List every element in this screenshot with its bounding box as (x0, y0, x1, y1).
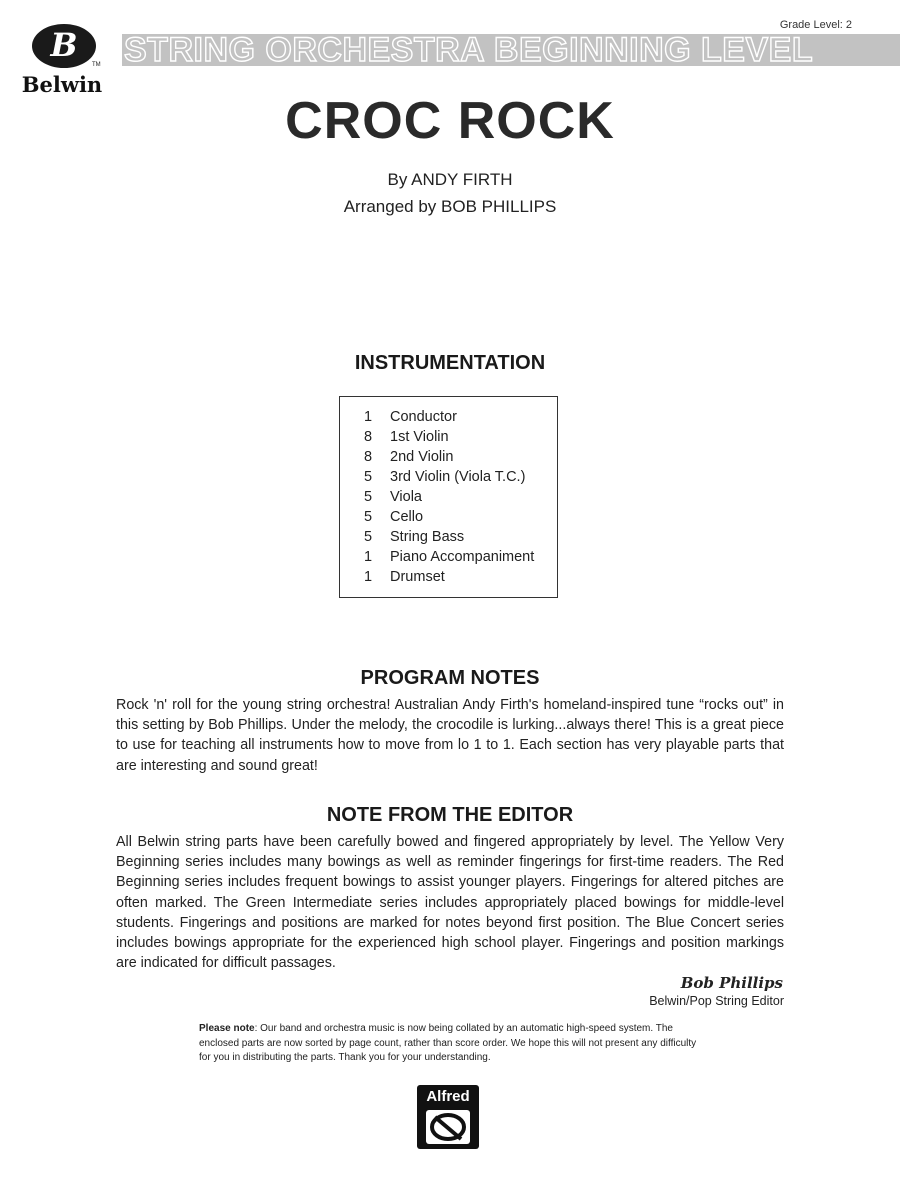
instrument-quantity: 5 (364, 529, 373, 545)
editor-note-body: All Belwin string parts have been carefully bowed and fingered appropriately by level. The Yellow Very Beginning series includes many bowings as well as reminder fingerings for first-time readers. The Red Beginning series includes frequent bowings to assist younger players. Fingerings for altered pitches are often marked. The Green Intermediate series includes appropriately placed bowings for middle-level students. Fingerings and positions are marked for notes beyond first position. The Blue Concert series includes bowings appropriate for the experienced high school player. Fingerings and position markings are indicated for difficult passages. (116, 834, 784, 972)
instrumentation-list (339, 396, 558, 598)
piece-title: CROC ROCK (285, 92, 615, 150)
instrument-name: Viola (390, 489, 422, 505)
instrument-row (340, 507, 557, 527)
instrument-row (340, 487, 557, 507)
belwin-logo-text: Belwin (21, 72, 103, 97)
belwin-logo-mark (32, 24, 96, 68)
instrument-row (340, 407, 557, 427)
alfred-logo-text: Alfred (426, 1088, 470, 1105)
collation-note-label: Please note (199, 1023, 255, 1034)
collation-note (199, 1022, 703, 1066)
belwin-logo-letter: B (50, 26, 78, 64)
instrument-name: Cello (390, 509, 424, 525)
instrument-quantity: 8 (364, 429, 373, 445)
instrument-name: Drumset (390, 569, 445, 585)
instrument-name: 3rd Violin (Viola T.C.) (390, 469, 526, 485)
instrument-row (340, 567, 557, 587)
instrument-quantity: 5 (364, 509, 373, 525)
instrument-row (340, 447, 557, 467)
alfred-logo (417, 1085, 479, 1149)
program-notes-heading: PROGRAM NOTES (360, 667, 540, 689)
instrument-quantity: 1 (364, 569, 373, 585)
instrument-quantity: 1 (364, 409, 373, 425)
instrument-name: Conductor (390, 409, 457, 425)
instrument-row (340, 547, 557, 567)
grade-level: Grade Level: 2 (779, 19, 852, 31)
composer-credit: By ANDY FIRTH (387, 170, 513, 189)
instrument-name: 2nd Violin (390, 449, 454, 465)
instrument-quantity: 8 (364, 449, 373, 465)
arranger-credit: Arranged by BOB PHILLIPS (343, 197, 557, 216)
program-notes-body: Rock 'n' roll for the young string orchestra! Australian Andy Firth's homeland-inspired tune “rocks out” in this setting by Bob Phillips. Under the melody, the crocodile is lurking...always there! This is a great piece to use for teaching all instruments how to move from lo 1 to 1. Each section has very playable parts that are interesting and sound great! (116, 697, 784, 774)
instrument-name: String Bass (390, 529, 465, 545)
editor-note-heading: NOTE FROM THE EDITOR (326, 804, 574, 826)
instrument-name: Piano Accompaniment (390, 549, 535, 565)
collation-note-text: : Our band and orchestra music is now being collated by an automatic high-speed system. The enclosed parts are now sorted by page count, rather than score order. We hope this will not present any difficulty for you in distributing the parts. Thank you for your understanding. (199, 1023, 697, 1064)
instrument-quantity: 1 (364, 549, 373, 565)
instrument-row (340, 427, 557, 447)
trademark-mark: TM (92, 62, 101, 68)
alfred-logo-mark (425, 1109, 471, 1145)
series-title: STRING ORCHESTRA BEGINNING LEVEL (124, 34, 814, 66)
editor-signature: Bob Phillips (680, 974, 783, 992)
instrument-row (340, 527, 557, 547)
instrument-quantity: 5 (364, 469, 373, 485)
editor-signature-title: Belwin/Pop String Editor (649, 994, 784, 1008)
instrument-row (340, 467, 557, 487)
instrumentation-heading: INSTRUMENTATION (354, 352, 546, 374)
instrument-quantity: 5 (364, 489, 373, 505)
series-banner (122, 34, 900, 66)
instrument-name: 1st Violin (390, 429, 449, 445)
